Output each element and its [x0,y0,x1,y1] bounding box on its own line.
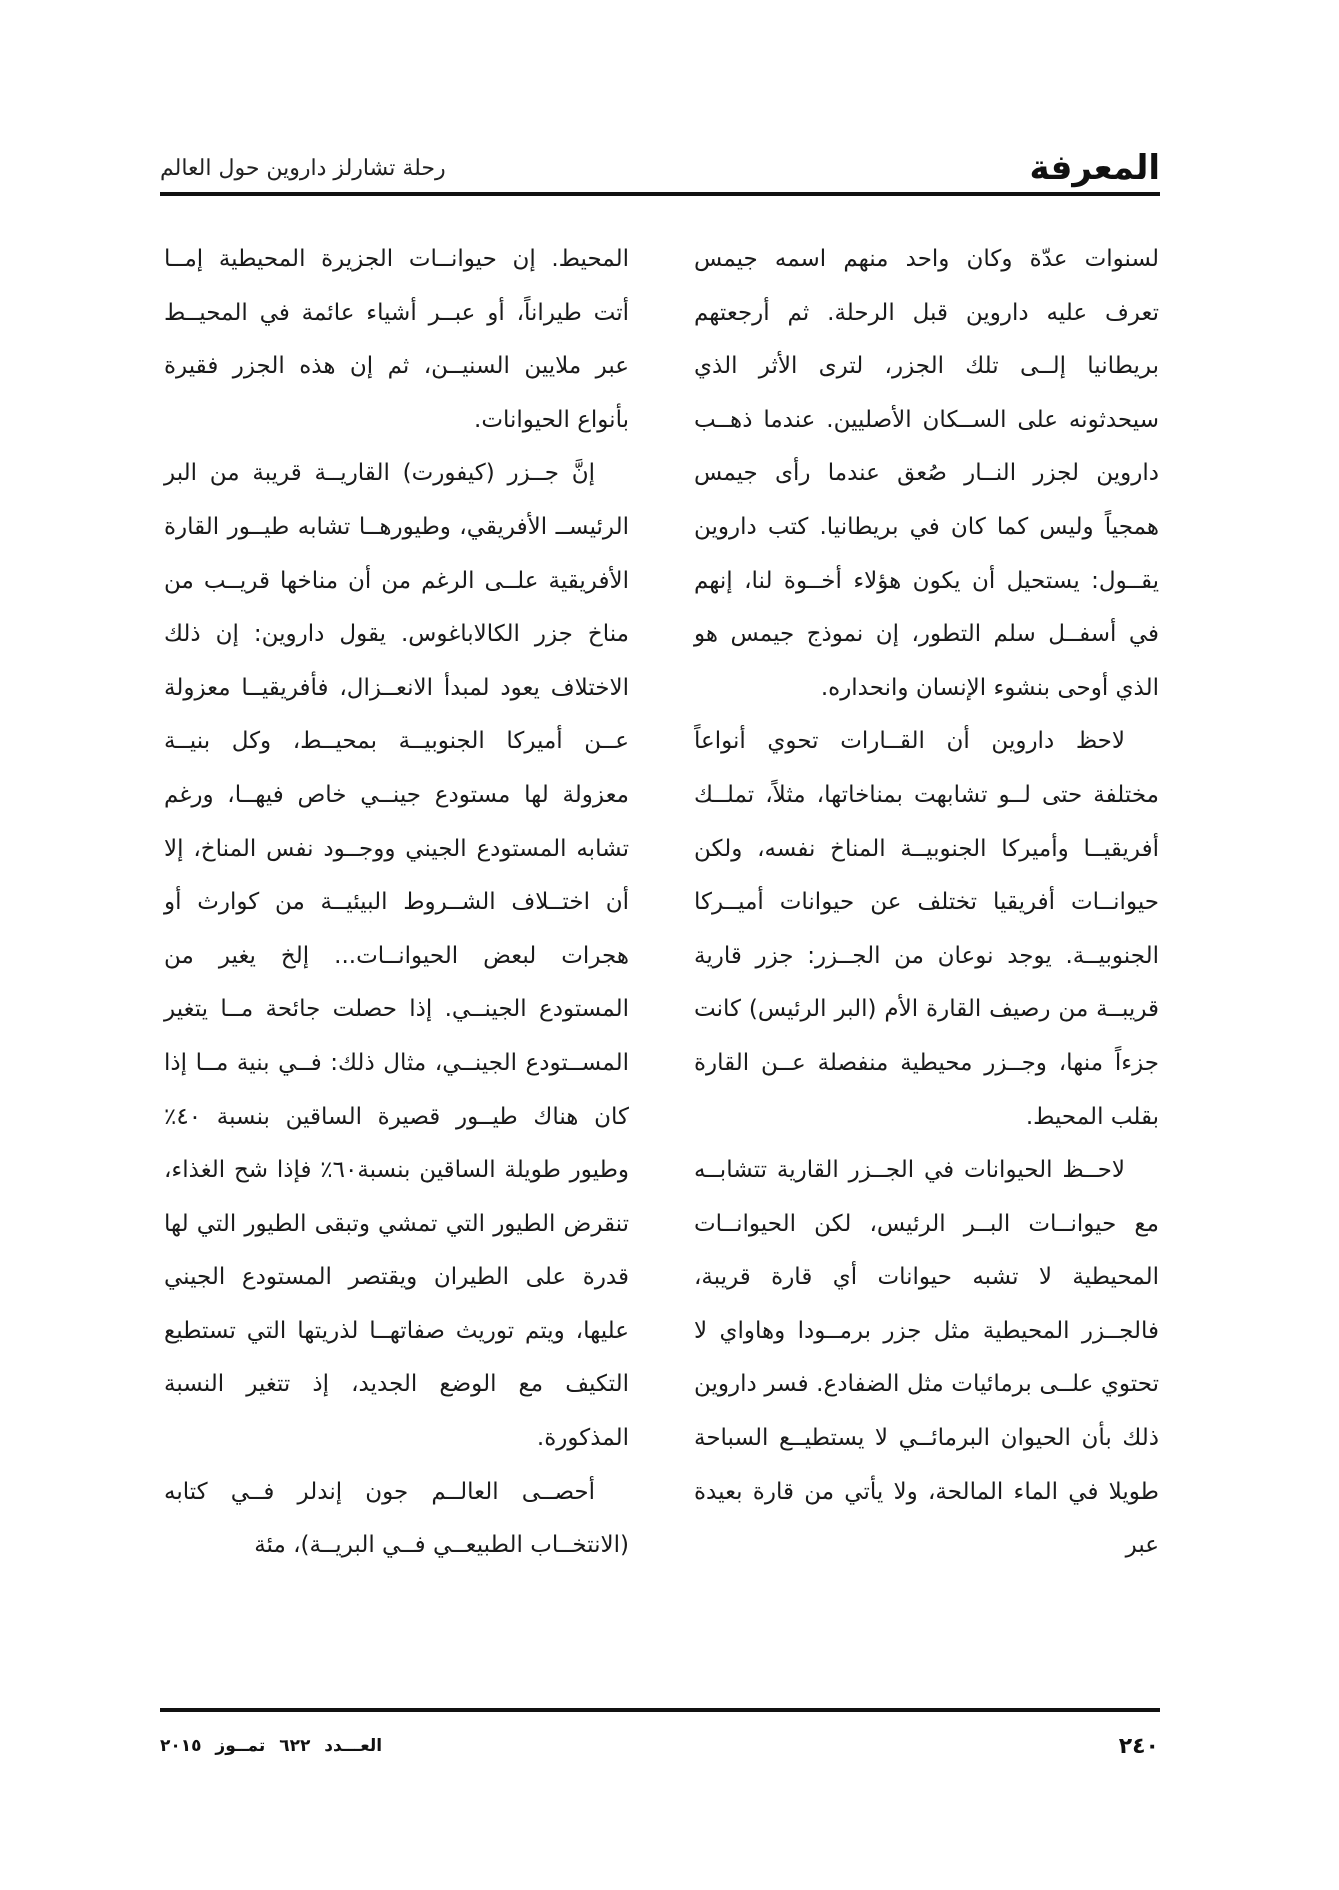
paragraph: لاحظ داروين أن القــارات تحوي أنواعاً مختلفة حتى لــو تشابهت بمناخاتها، مثلاً، تملــك أفريقيــا وأميركا الجنوبيــة المناخ نفسه، ولكن حيوانــات أفريقيا تختلف عن حيوانات أميــركا الجنوبيــة. يوجد نوعان من الجــزر: جزر قارية قريبــة من رصيف القارة الأم (البر الرئيس) كانت جزءاً منها، وجــزر محيطية منفصلة عــن القارة بقلب المحيط. [694,728,1159,1130]
page-header [160,150,1160,186]
issue-info: العـــدد ٦٢٢ تمــوز ٢٠١٥ [160,1736,383,1756]
footer-rule [160,1708,1160,1712]
magazine-logo: المعرفة [1029,148,1160,188]
running-title: رحلة تشارلز داروين حول العالم [160,156,446,181]
text-column-left [164,233,629,1663]
header-rule [160,192,1160,196]
page-number: ٢٤٠ [1118,1734,1159,1759]
paragraph: أحصــى العالــم جون إندلر فــي كتابه (الانتخــاب الطبيعــي فــي البريــة)، مئة [164,1478,629,1559]
paragraph: لاحــظ الحيوانات في الجــزر القارية تتشابــه مع حيوانــات البــر الرئيس، لكن الحيوانــات المحيطية لا تشبه حيوانات أي قارة قريبة، فالجــزر المحيطية مثل جزر برمــودا وهاواي لا تحتوي علــى برمائيات مثل الضفادع. فسر داروين ذلك بأن الحيوان البرمائــي لا يستطيــع السباحة طويلا في الماء المالحة، ولا يأتي من قارة بعيدة عبر [694,1157,1159,1559]
paragraph: إنَّ جــزر (كيفورت) القاريــة قريبة من البر الرئيســ الأفريقي، وطيورهــا تشابه طيــور القارة الأفريقية علــى الرغم من أن مناخها قريــب من مناخ جزر الكالاباغوس. يقول داروين: إن ذلك الاختلاف يعود لمبدأ الانعــزال، فأفريقيــا معزولة عــن أميركا الجنوبيــة بمحيــط، وكل بنيــة معزولة لها مستودع جينــي خاص فيهــا، ورغم تشابه المستودع الجيني ووجــود نفس المناخ، إلا أن اختــلاف الشــروط البيئيــة من كوارث أو هجرات لبعض الحيوانــات... إلخ يغير من المستودع الجينــي. إذا حصلت جائحة مــا يتغير المســتودع الجينــي، مثال ذلك: فــي بنية مــا إذا كان هناك طيــور قصيرة الساقين بنسبة ٤٠٪ وطيور طويلة الساقين بنسبة٦٠٪ فإذا شح الغذاء، تنقرض الطيور التي تمشي وتبقى الطيور التي لها قدرة على الطيران ويقتصر المستودع الجيني عليها، ويتم توريث صفاتهــا لذريتها التي تستطيع التكيف مع الوضع الجديد، إذ تتغير النسبة المذكورة. [164,460,630,1452]
text-column-right [694,233,1159,1663]
paragraph: لسنوات عدّة وكان واحد منهم اسمه جيمس تعرف عليه داروين قبل الرحلة. ثم أرجعتهم بريطانيا إلــى تلك الجزر، لترى الأثر الذي سيحدثونه على الســكان الأصليين. عندما ذهــب داروين لجزر النــار صُعق عندما رأى جيمس همجياً وليس كما كان في بريطانيا. كتب داروين يقــول: يستحيل أن يكون هؤلاء أخــوة لنا، إنهم في أسفــل سلم التطور، إن نموذج جيمس هو الذي أوحى بنشوء الإنسان وانحداره. [694,246,1159,701]
paragraph: المحيط. إن حيوانــات الجزيرة المحيطية إمــا أتت طيراناً، أو عبــر أشياء عائمة في المحيــط عبر ملايين السنيــن، ثم إن هذه الجزر فقيرة بأنواع الحيوانات. [164,246,629,433]
